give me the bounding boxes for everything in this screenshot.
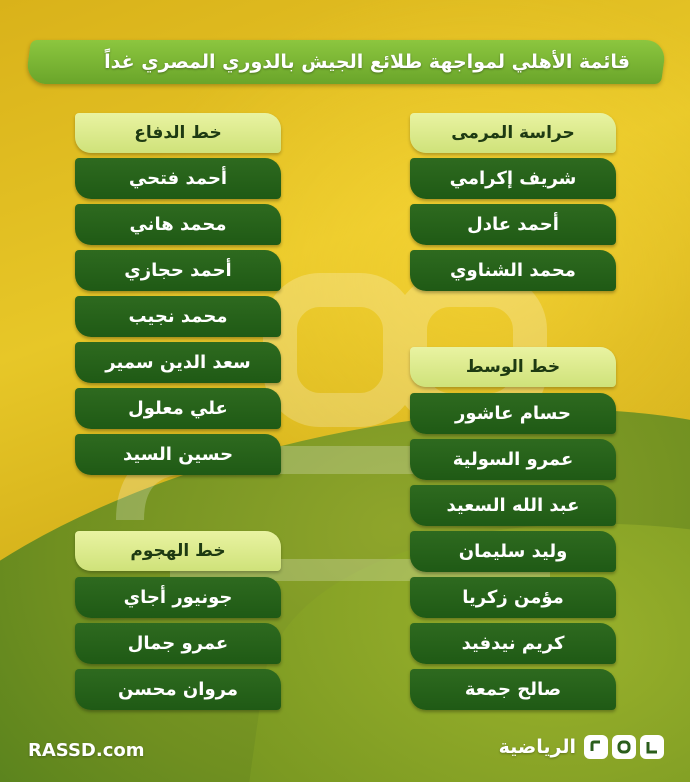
player-pill: عمرو جمال xyxy=(75,623,281,664)
player-pill: مؤمن زكريا xyxy=(410,577,616,618)
player-pill: عمرو السولية xyxy=(410,439,616,480)
player-pill: مروان محسن xyxy=(75,669,281,710)
player-pill: حسين السيد xyxy=(75,434,281,475)
brand-name: الرياضية xyxy=(498,736,576,758)
player-pill: عبد الله السعيد xyxy=(410,485,616,526)
player-pill: جونيور أجاي xyxy=(75,577,281,618)
player-pill: محمد نجيب xyxy=(75,296,281,337)
player-pill: محمد هاني xyxy=(75,204,281,245)
site-url: RASSD.com xyxy=(28,740,145,761)
player-pill: أحمد حجازي xyxy=(75,250,281,291)
player-pill: حسام عاشور xyxy=(410,393,616,434)
page-title: قائمة الأهلي لمواجهة طلائع الجيش بالدوري المصري غداً xyxy=(104,51,630,73)
player-pill: صالح جمعة xyxy=(410,669,616,710)
player-pill: شريف إكرامي xyxy=(410,158,616,199)
player-pill: أحمد عادل xyxy=(410,204,616,245)
player-pill: محمد الشناوي xyxy=(410,250,616,291)
section-header-defense: خط الدفاع xyxy=(75,113,281,153)
player-pill: وليد سليمان xyxy=(410,531,616,572)
section-header-attack: خط الهجوم xyxy=(75,531,281,571)
rassd-logo-icon xyxy=(584,735,664,759)
player-pill: سعد الدين سمير xyxy=(75,342,281,383)
player-pill: كريم نيدفيد xyxy=(410,623,616,664)
brand-logo xyxy=(499,733,664,761)
section-header-goalkeepers: حراسة المرمى xyxy=(410,113,616,153)
section-header-midfield: خط الوسط xyxy=(410,347,616,387)
player-pill: أحمد فتحي xyxy=(75,158,281,199)
player-pill: علي معلول xyxy=(75,388,281,429)
